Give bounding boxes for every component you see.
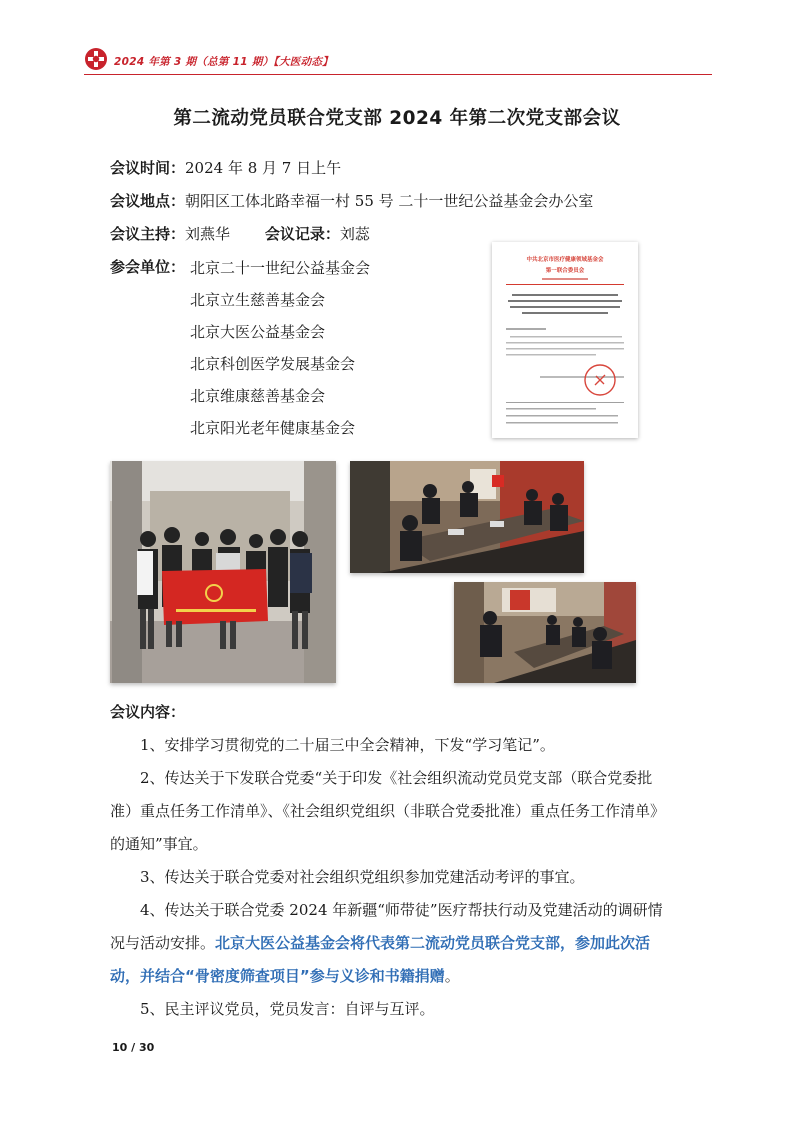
- unit-item: 北京立生慈善基金会: [190, 291, 326, 309]
- notice-org-line1: 中共北京市医疗健康领域基金会: [526, 257, 604, 263]
- content-item-4-end: 。: [444, 967, 460, 985]
- unit-item: 北京阳光老年健康基金会: [190, 419, 356, 437]
- meeting-place-value: 朝阳区工体北路幸福一村 55 号 二十一世纪公益基金会办公室: [185, 192, 594, 210]
- issue-label: 2024 年第 3 期（总第 11 期）【大医动态】: [114, 55, 333, 68]
- foundation-logo-icon: [84, 47, 108, 75]
- content-item-3: 3、传达关于联合党委对社会组织党组织参加党建活动考评的事宜。: [140, 868, 585, 886]
- page-title: 第二流动党员联合党支部 2024 年第二次党支部会议: [173, 108, 621, 129]
- content-label: 会议内容：: [110, 703, 186, 721]
- meeting-units: [110, 257, 185, 277]
- notice-org-line2: 第一联合委员会: [545, 268, 585, 274]
- content-body: [110, 729, 670, 1026]
- meeting-units-label: 参会单位：: [110, 258, 186, 276]
- meeting-time: [110, 158, 341, 178]
- content-item-4-text: 4、传达关于联合党委 2024 年新疆“师带徒”医疗帮扶行动及党建活动的调研情况与活动安排。: [110, 901, 663, 952]
- page-number: 10 / 30: [112, 1041, 155, 1054]
- meeting-recorder-label: 会议记录：: [264, 225, 340, 243]
- unit-item: 北京维康慈善基金会: [190, 387, 326, 405]
- meeting-time-value: 2024 年 8 月 7 日上午: [185, 159, 342, 177]
- content-item-4-highlight: 北京大医公益基金会将代表第二流动党员联合党支部，参加此次活动，并结合“骨密度筛查项目”参与义诊和书籍捐赠: [110, 934, 651, 985]
- header-divider: [84, 74, 712, 75]
- content-item-5: 5、民主评议党员，党员发言：自评与互评。: [140, 1000, 435, 1018]
- content-item-2: 2、传达关于下发联合党委“关于印发《社会组织流动党员党支部（联合党委批准）重点任务工作清单》、《社会组织党组织（非联合党委批准）重点任务工作清单》的通知”事宜。: [110, 769, 666, 853]
- meeting-photo-2: [454, 582, 636, 683]
- page-header: [84, 48, 333, 74]
- unit-item: 北京二十一世纪公益基金会: [190, 259, 371, 277]
- meeting-host-value: 刘燕华: [185, 225, 231, 243]
- meeting-place: [110, 191, 593, 211]
- unit-item: 北京科创医学发展基金会: [190, 355, 356, 373]
- meeting-time-label: 会议时间：: [110, 159, 186, 177]
- notice-document-image: [492, 242, 638, 438]
- group-photo: [110, 461, 336, 683]
- content-item-1: 1、安排学习贯彻党的二十届三中全会精神，下发“学习笔记”。: [140, 736, 555, 754]
- unit-item: 北京大医公益基金会: [190, 323, 326, 341]
- meeting-host: [110, 224, 370, 244]
- meeting-place-label: 会议地点：: [110, 192, 186, 210]
- content-heading: [110, 702, 185, 722]
- meeting-host-label: 会议主持：: [110, 225, 186, 243]
- meeting-photo-1: [350, 461, 584, 573]
- content-item-4: [110, 894, 670, 993]
- meeting-recorder-value: 刘蕊: [339, 225, 370, 243]
